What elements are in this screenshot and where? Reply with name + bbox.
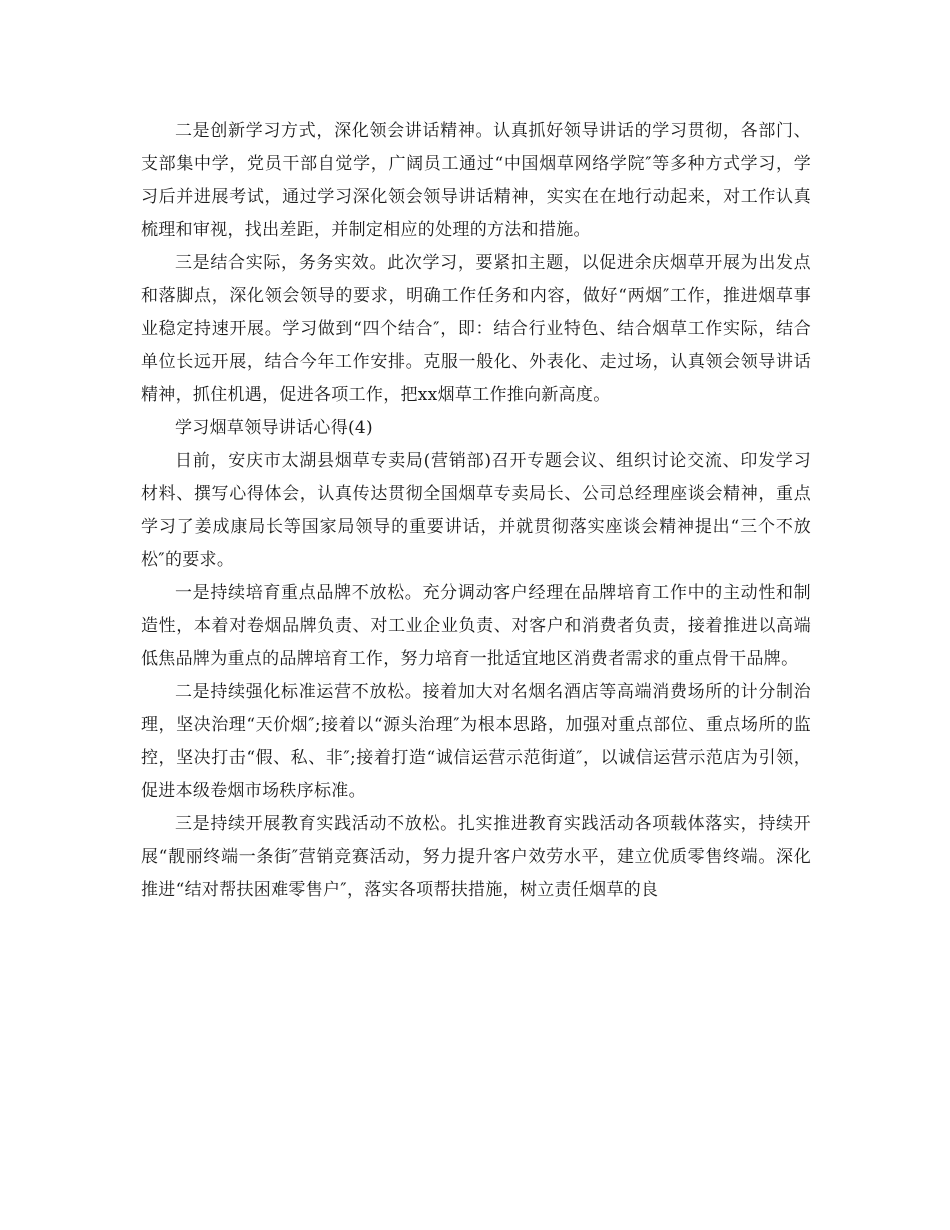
paragraph-practical-results: 三是结合实际，务务实效。此次学习，要紧扣主题，以促进余庆烟草开展为出发点和落脚点，深化领会领导的要求，明确工作任务和内容，做好“两烟″工作，推进烟草事业稳定持速开展。学习做到“四个结合″，即：结合行业特色、结合烟草工作实际，结合单位长远开展，结合今年工作安排。克服一般化、外表化、走过场，认真领会领导讲话精神，抓住机遇，促进各项工作，把xx烟草工作推向新高度。 — [141, 253, 811, 405]
paragraph-education-practice: 三是持续开展教育实践活动不放松。扎实推进教育实践活动各项载体落实，持续开展“靓丽终端一条街″营销竞赛活动，努力提升客户效劳水平，建立优质零售终端。深化推进“结对帮扶困难零售户″，落实各项帮扶措施，树立责任烟草的良 — [141, 814, 811, 900]
paragraph-meeting-intro: 日前，安庆市太湖县烟草专卖局(营销部)召开专题会议、组织讨论交流、印发学习材料、撰写心得体会，认真传达贯彻全国烟草专卖局长、公司总经理座谈会精神，重点学习了姜成康局长等国家局领导的重要讲话，并就贯彻落实座谈会精神提出“三个不放松″的要求。 — [141, 451, 811, 570]
section-heading: 学习烟草领导讲话心得(4) — [175, 418, 373, 438]
paragraph-brand-cultivation: 一是持续培育重点品牌不放松。充分调动客户经理在品牌培育工作中的主动性和制造性，本着对卷烟品牌负责、对工业企业负责、对客户和消费者负责，接着推进以高端低焦品牌为重点的品牌培育工作，努力培育一批适宜地区消费者需求的重点骨干品牌。 — [141, 583, 811, 669]
paragraph-standard-operation: 二是持续强化标准运营不放松。接着加大对名烟名酒店等高端消费场所的计分制治理，坚决治理“天价烟″;接着以“源头治理″为根本思路，加强对重点部位、重点场所的监控，坚决打击“假、私、非″;接着打造“诚信运营示范街道″，以诚信运营示范店为引领，促进本级卷烟市场秩序标准。 — [141, 682, 811, 801]
document-body — [141, 115, 811, 907]
paragraph-learning-methods: 二是创新学习方式，深化领会讲话精神。认真抓好领导讲话的学习贯彻，各部门、支部集中学，党员干部自觉学，广阔员工通过“中国烟草网络学院″等多种方式学习，学习后并进展考试，通过学习深化领会领导讲话精神，实实在在地行动起来，对工作认真梳理和审视，找出差距，并制定相应的处理的方法和措施。 — [141, 121, 811, 240]
